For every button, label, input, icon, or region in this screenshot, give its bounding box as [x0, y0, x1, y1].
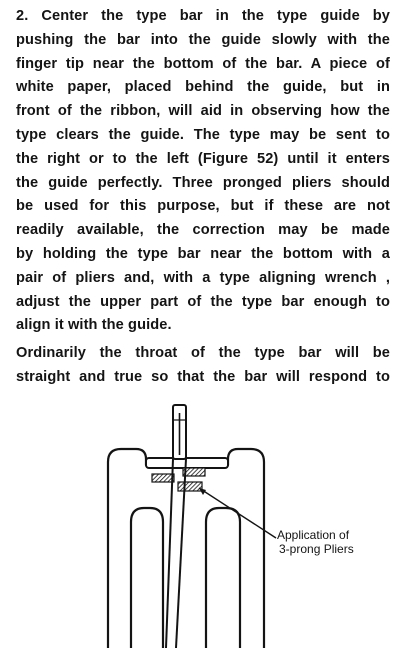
callout-label: 3-prong Pliers: [279, 542, 354, 556]
type-guide-left-slot: [131, 508, 163, 648]
text-line: readily available, the correction may be made: [16, 222, 390, 239]
text-line: Ordinarily the throat of the type bar will be: [16, 345, 390, 361]
text-line: the guide perfectly. Three pronged pliers should: [16, 174, 390, 191]
text-line: by holding the type bar near the bottom with a: [16, 245, 390, 262]
text-line: front of the ribbon, will aid in observing how the: [16, 103, 390, 120]
text-line: adjust the upper part of the type bar enough to: [16, 293, 390, 310]
text-line: be used for this purpose, but if these are not: [16, 198, 390, 215]
plier-prong-left: [152, 474, 174, 482]
callout-label: Application of: [277, 528, 350, 542]
text-line: pair of pliers and, with a type aligning wrench ,: [16, 269, 390, 286]
type-guide-cap: [146, 458, 228, 468]
text-line: 2. Center the type bar in the type guide by: [16, 8, 390, 24]
text-line: straight and true so that the bar will respond to: [16, 368, 390, 385]
text-line: finger tip near the bottom of the bar. A piece of: [16, 55, 390, 72]
text-line: type clears the guide. The type may be sent to: [16, 126, 390, 143]
plier-prong-lower: [178, 482, 202, 491]
type-bar-shaft-left: [166, 459, 173, 648]
text-line: pushing the bar into the guide slowly with the: [16, 31, 390, 48]
text-line: white paper, placed behind the guide, but in: [16, 79, 390, 96]
text-line: the right or to the left (Figure 52) until it enters: [16, 150, 390, 167]
text-line: align it with the guide.: [16, 317, 172, 334]
type-guide-right-slot: [206, 508, 240, 648]
